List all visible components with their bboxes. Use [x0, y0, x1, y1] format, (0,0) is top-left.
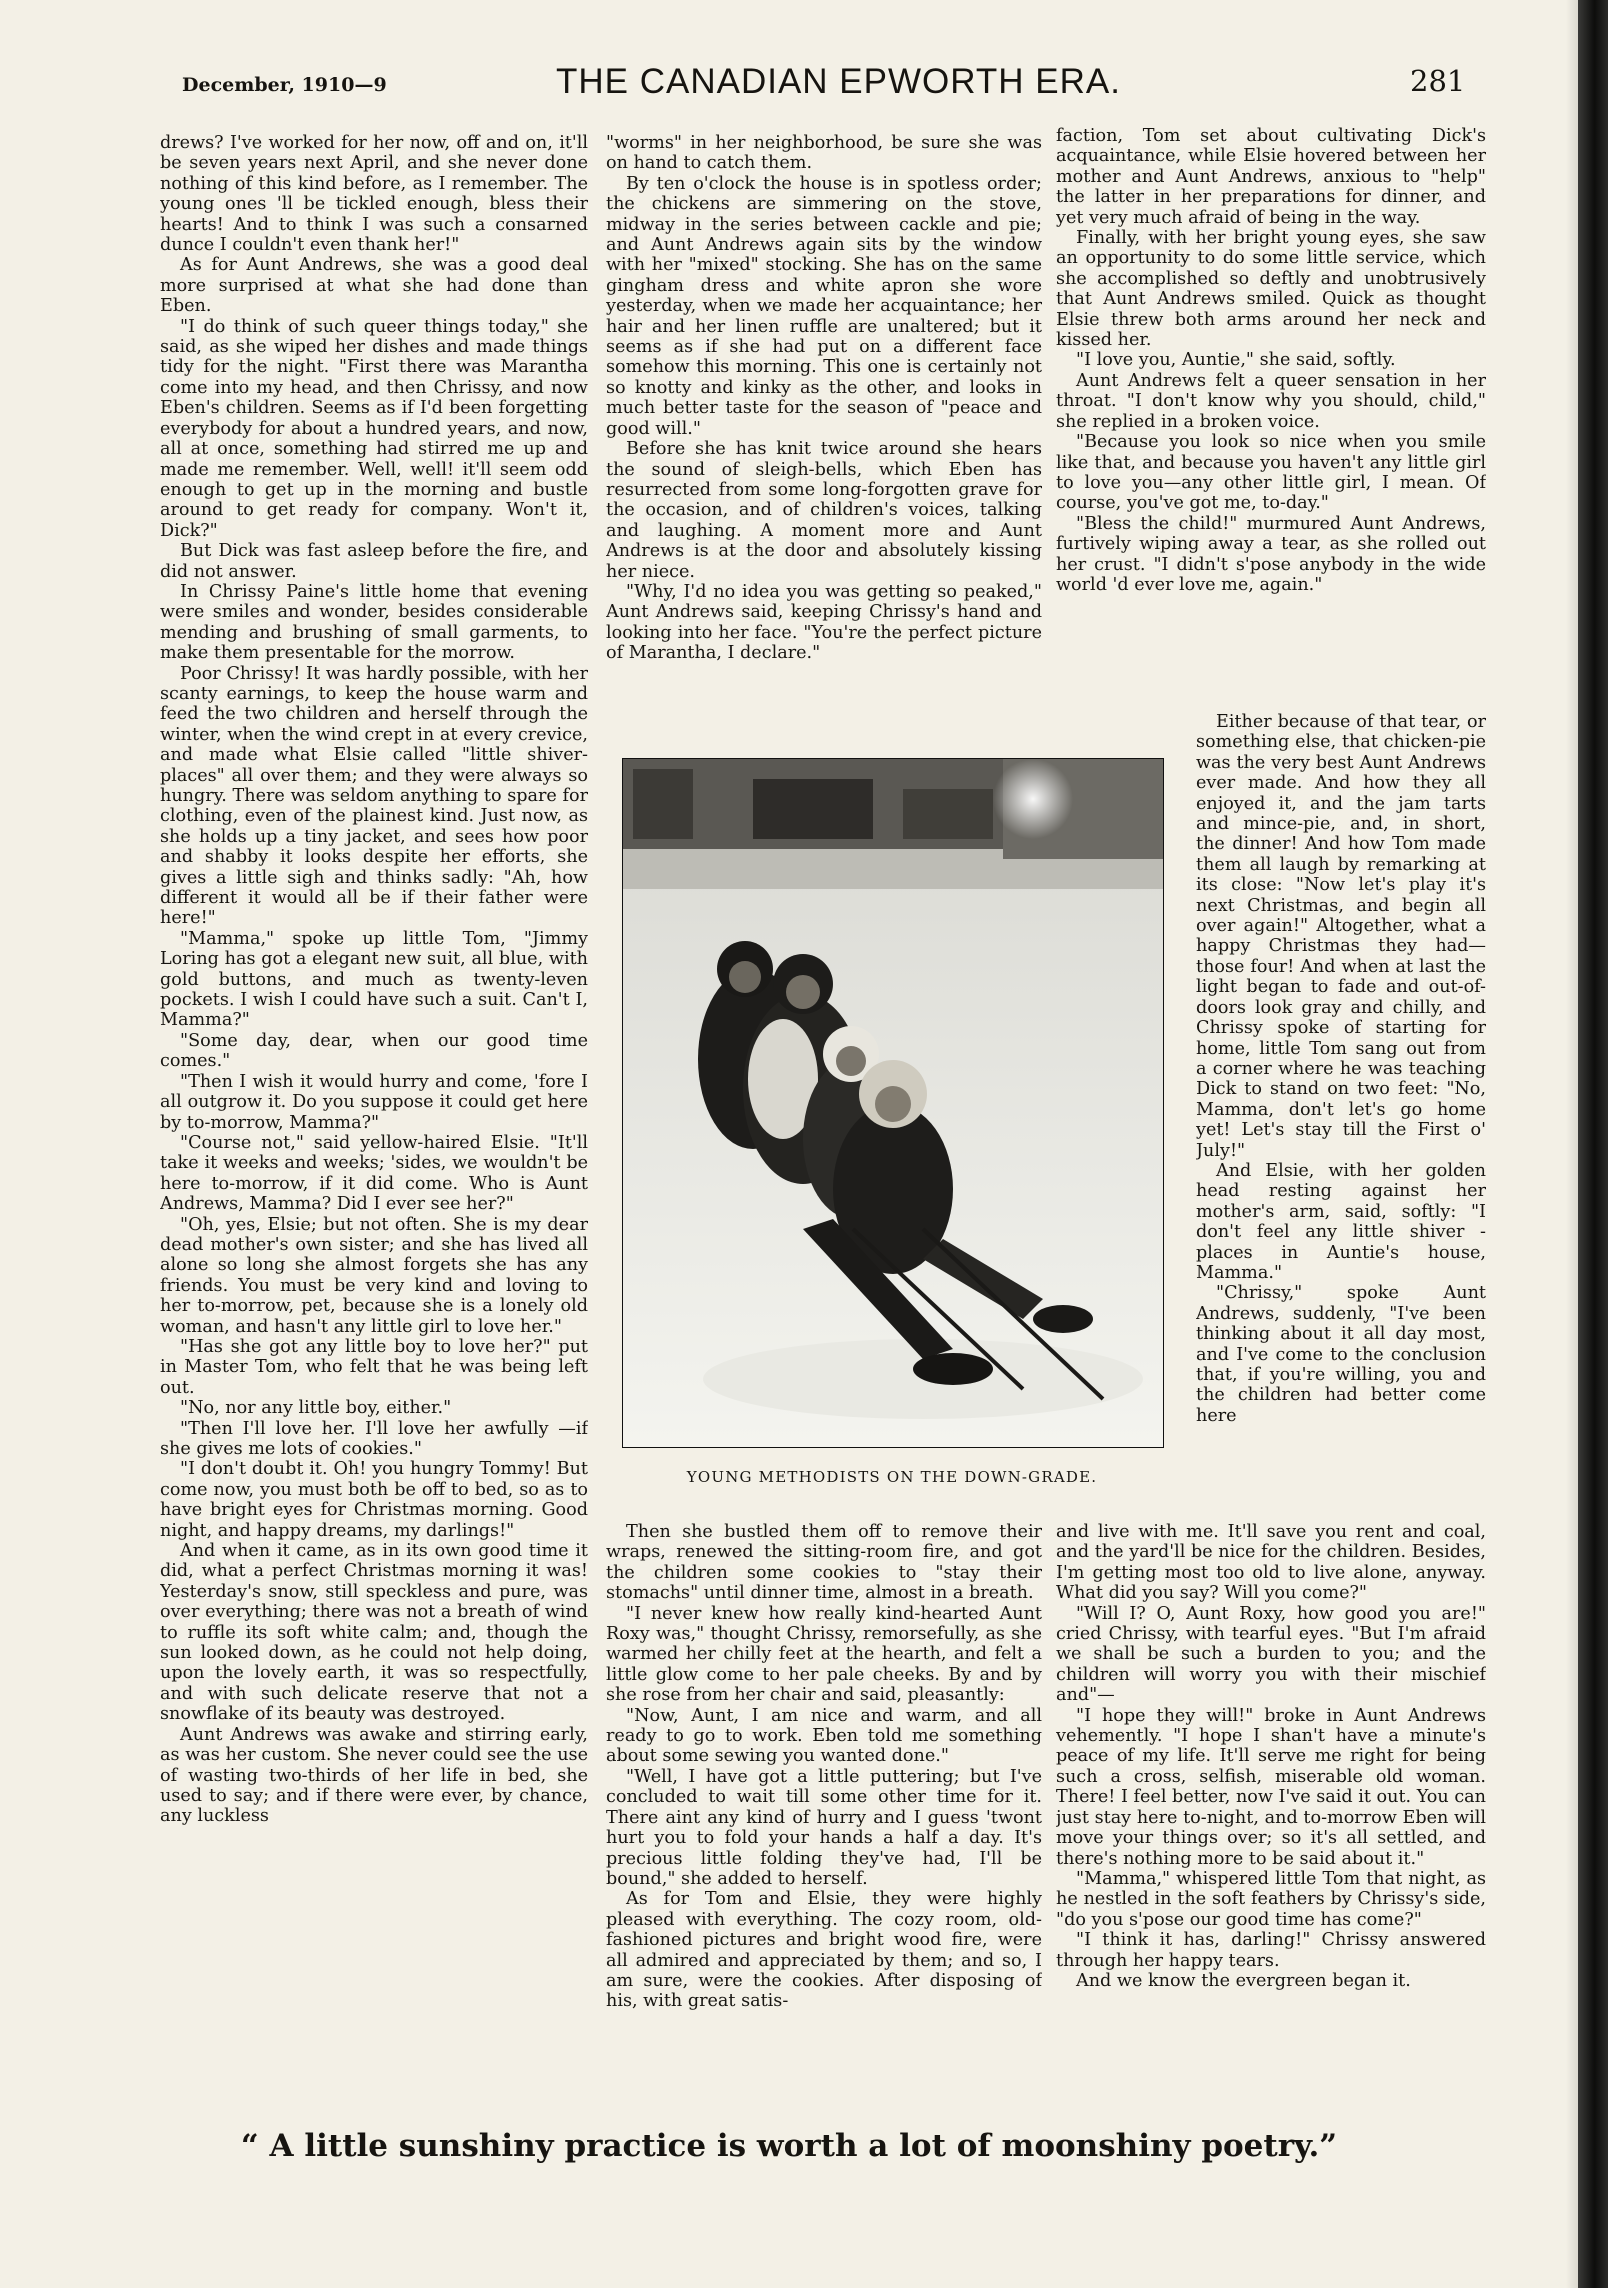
- paragraph: "I don't doubt it. Oh! you hungry Tommy! But come now, you must both be off to bed, so as to have bright eyes for Christmas morning. Good night, and happy dreams, my darlings!": [160, 1459, 588, 1541]
- footer-motto: “ A little sunshiny practice is worth a lot of moonshiny poetry.”: [240, 2128, 1338, 2164]
- paragraph: Aunt Andrews was awake and stirring early, as was her custom. She never could see the use of wasting two-thirds of her life in bed, she used to say; and if there were ever, by chance, any luckless: [160, 1724, 588, 1827]
- paragraph: and live with me. It'll save you rent and coal, and the yard'll be nice for the children. Besides, I'm getting most too old to live alone, anyway. What did you say? Will you come?": [1056, 1522, 1486, 1604]
- paragraph: Then she bustled them off to remove their wraps, renewed the sitting-room fire, and got the children some cookies to "stay their stomachs" until dinner time, almost in a breath.: [606, 1522, 1042, 1604]
- column-3-lower-text: [1056, 1522, 1486, 2117]
- paragraph: And when it came, as in its own good time it did, what a perfect Christmas morning it was! Yesterday's snow, still speckless and pure, was over everything; there was not a breath of wind to ruffle its soft white calm; and, though the sun looked down, as he could not help doing, upon the lovely earth, it was so respectfully, and with such delicate reserve that not a snowflake of its beauty was destroyed.: [160, 1541, 588, 1725]
- paragraph: "Then I wish it would hurry and come, 'fore I all outgrow it. Do you suppose it could get here by to-morrow, Mamma?": [160, 1071, 588, 1133]
- page-number: 281: [1410, 64, 1466, 98]
- paragraph: "Has she got any little boy to love her?" put in Master Tom, who felt that he was being left out.: [160, 1336, 588, 1398]
- column-2-upper-text: [606, 133, 1042, 725]
- paragraph: Before she has knit twice around she hears the sound of sleigh-bells, which Eben has resurrected from some long-forgotten grave for the occasion, and of children's voices, talking and laughing. A moment more and Aunt Andrews is at the door and absolutely kissing her niece.: [606, 439, 1042, 582]
- column-1-text: [160, 133, 588, 2133]
- paragraph: "Mamma," spoke up little Tom, "Jimmy Loring has got a elegant new suit, all blue, with gold buttons, and much as twenty-leven pockets. I wish I could have such a suit. Can't I, Mamma?": [160, 928, 588, 1031]
- column-3-wrap-text: [1196, 712, 1486, 1520]
- paragraph: "worms" in her neighborhood, be sure she was on hand to catch them.: [606, 133, 1042, 174]
- paragraph: faction, Tom set about cultivating Dick's acquaintance, while Elsie hovered between her mother and Aunt Andrews, anxious to "help" the latter in her preparations for dinner, and yet very much afraid of being in the way.: [1056, 126, 1486, 228]
- paragraph: "No, nor any little boy, either.": [180, 1398, 452, 1419]
- paragraph: As for Aunt Andrews, she was a good deal more surprised at what she had done than Eben.: [160, 255, 588, 317]
- photo-caption: YOUNG METHODISTS ON THE DOWN-GRADE.: [686, 1468, 1098, 1486]
- paragraph: And Elsie, with her golden head resting against her mother's arm, said, softly: "I don't feel any little shiver - places in Auntie's house, Mamma.": [1196, 1160, 1486, 1283]
- sledding-scene-illustration: [623, 759, 1163, 1447]
- paragraph: But Dick was fast asleep before the fire, and did not answer.: [160, 541, 588, 582]
- paragraph: "Why, I'd no idea you was getting so peaked," Aunt Andrews said, keeping Chrissy's hand and looking into her face. "You're the perfect picture of Marantha, I declare.": [606, 581, 1042, 664]
- paragraph: drews? I've worked for her now, off and on, it'll be seven years next April, and she never done nothing of this kind before, as I remember. The young ones 'll be tickled enough, bless their hearts! And to think I was such a consarned dunce I couldn't even thank her!": [160, 133, 588, 256]
- children-sledding-photo: [622, 758, 1164, 1448]
- paragraph: Either because of that tear, or something else, that chicken-pie was the very best Aunt Andrews ever made. And how they all enjoyed it, and the jam tarts and mince-pie, and, in short, the dinner! And how Tom made them all laugh by remarking at its close: "Now let's play it's next Christmas, and begin all over again!" Altogether, what a happy Christmas they had—those four! And when at last the light began to fade and out-of-doors look gray and chilly, and Chrissy spoke of starting for home, little Tom sang out from a corner where he was teaching Dick to stand on two feet: "No, Mamma, don't let's go home yet! Let's stay till the First o' July!": [1196, 712, 1486, 1161]
- paragraph: "Course not," said yellow-haired Elsie. "It'll take it weeks and weeks; 'sides, we wouldn't be here to-morrow, if it did come. Who is Aunt Andrews, Mamma? Did I ever see her?": [160, 1132, 588, 1215]
- paragraph: "Chrissy," spoke Aunt Andrews, suddenly, "I've been thinking about it all day most, and I've come to the conclusion that, if you're willing, you and the children had better come here: [1196, 1283, 1486, 1426]
- paragraph: "I love you, Auntie," she said, softly.: [1076, 350, 1396, 371]
- paragraph: "Oh, yes, Elsie; but not often. She is my dear dead mother's own sister; and she has lived all alone so long she almost forgets she has any friends. You must be very kind and loving to her to-morrow, pet, because she is a lonely old woman, and hasn't any little girl to love her.": [160, 1214, 588, 1337]
- issue-date: December, 1910—9: [182, 74, 387, 96]
- paragraph: As for Tom and Elsie, they were highly pleased with everything. The cozy room, old-fashioned pictures and bright wood fire, were all admired and appreciated by them; and so, I am sure, were the cookies. After disposing of his, with great satis-: [606, 1889, 1042, 2012]
- column-2-lower-text: [606, 1522, 1042, 2117]
- paragraph: And we know the evergreen began it.: [1076, 1970, 1411, 1991]
- paragraph: "Will I? O, Aunt Roxy, how good you are!" cried Chrissy, with tearful eyes. "But I'm afraid we shall be such a burden to you; and the children will worry you with their mischief and"—: [1056, 1603, 1486, 1706]
- book-spine: [1578, 0, 1608, 2288]
- paragraph: "Now, Aunt, I am nice and warm, and all ready to go to work. Eben told me something about some sewing you wanted done.": [606, 1705, 1042, 1767]
- paragraph: "I think it has, darling!" Chrissy answered through her happy tears.: [1056, 1930, 1486, 1971]
- paragraph: "Then I'll love her. I'll love her awfully —if she gives me lots of cookies.": [160, 1418, 588, 1459]
- paragraph: "I hope they will!" broke in Aunt Andrews vehemently. "I hope I shan't have a minute's peace of my life. It'll serve me right for being such a cross, selfish, miserable old woman. There! I feel better, now I've said it out. You can just stay here to-night, and to-morrow Eben will move your things over; so it's all settled, and there's nothing more to be said about it.": [1056, 1705, 1486, 1869]
- paragraph: "Well, I have got a little puttering; but I've concluded to wait till some other time for it. There aint any kind of hurry and I guess 'twont hurt you to fold your hands a half a day. It's precious little folding they've had, I'll be bound," she added to herself.: [606, 1766, 1042, 1889]
- paragraph: "Some day, dear, when our good time comes.": [160, 1030, 588, 1072]
- paragraph: "Bless the child!" murmured Aunt Andrews, furtively wiping away a tear, as she rolled out her crust. "I didn't s'pose anybody in the wide world 'd ever love me, again.": [1056, 513, 1486, 595]
- column-3-upper-text: [1056, 126, 1486, 711]
- paragraph: "Mamma," whispered little Tom that night, as he nestled in the soft feathers by Chrissy's side, "do you s'pose our good time has come?": [1056, 1868, 1486, 1930]
- paragraph: "I do think of such queer things today," she said, as she wiped her dishes and made things tidy for the night. "First there was Marantha come into my head, and then Chrissy, and now Eben's children. Seems as if I'd been forgetting everybody for about a hundred years, and now, all at once, something had stirred me up and made me remember. Well, well! it'll seem odd enough to get up in the morning and bustle around to get ready for company. Won't it, Dick?": [160, 316, 588, 541]
- paragraph: In Chrissy Paine's little home that evening were smiles and wonder, besides considerable mending and brushing of small garments, to make them presentable for the morrow.: [160, 581, 588, 664]
- paragraph: Aunt Andrews felt a queer sensation in her throat. "I don't know why you should, child," she replied in a broken voice.: [1056, 370, 1486, 432]
- paragraph: By ten o'clock the house is in spotless order; the chickens are simmering on the stove, midway in the series between cackle and pie; and Aunt Andrews again sits by the window with her "mixed" stocking. She has on the same gingham dress and white apron she wore yesterday, when we made her acquaintance; her hair and her linen ruffle are unaltered; but it seems as if she had put on a different face somehow this morning. This one is certainly not so knotty and kinky as the other, and looks in much better taste for the season of "peace and good will.": [606, 173, 1042, 439]
- paragraph: Poor Chrissy! It was hardly possible, with her scanty earnings, to keep the house warm and feed the two children and herself through the winter, when the wind crept in at every crevice, and made what Elsie called "little shiver-places" all over them; and they were always so hungry. There was seldom anything to spare for clothing, even of the plainest kind. Just now, as she holds up a tiny jacket, and sees how poor and shabby it looks despite her efforts, she gives a little sigh and thinks sadly: "Ah, how different it would all be if their father were here!": [160, 663, 588, 929]
- paragraph: Finally, with her bright young eyes, she saw an opportunity to do some little service, which she accomplished so deftly and unobtrusively that Aunt Andrews smiled. Quick as thought Elsie threw both arms around her neck and kissed her.: [1056, 228, 1486, 351]
- paragraph: "I never knew how really kind-hearted Aunt Roxy was," thought Chrissy, remorsefully, as she warmed her chilly feet at the hearth, and felt a little glow come to her pale cheeks. By and by she rose from her chair and said, pleasantly:: [606, 1603, 1042, 1706]
- publication-title: THE CANADIAN EPWORTH ERA.: [556, 62, 1121, 101]
- paragraph: "Because you look so nice when you smile like that, and because you haven't any little girl to love you—any other little girl, I mean. Of course, you've got me, to-day.": [1056, 432, 1486, 514]
